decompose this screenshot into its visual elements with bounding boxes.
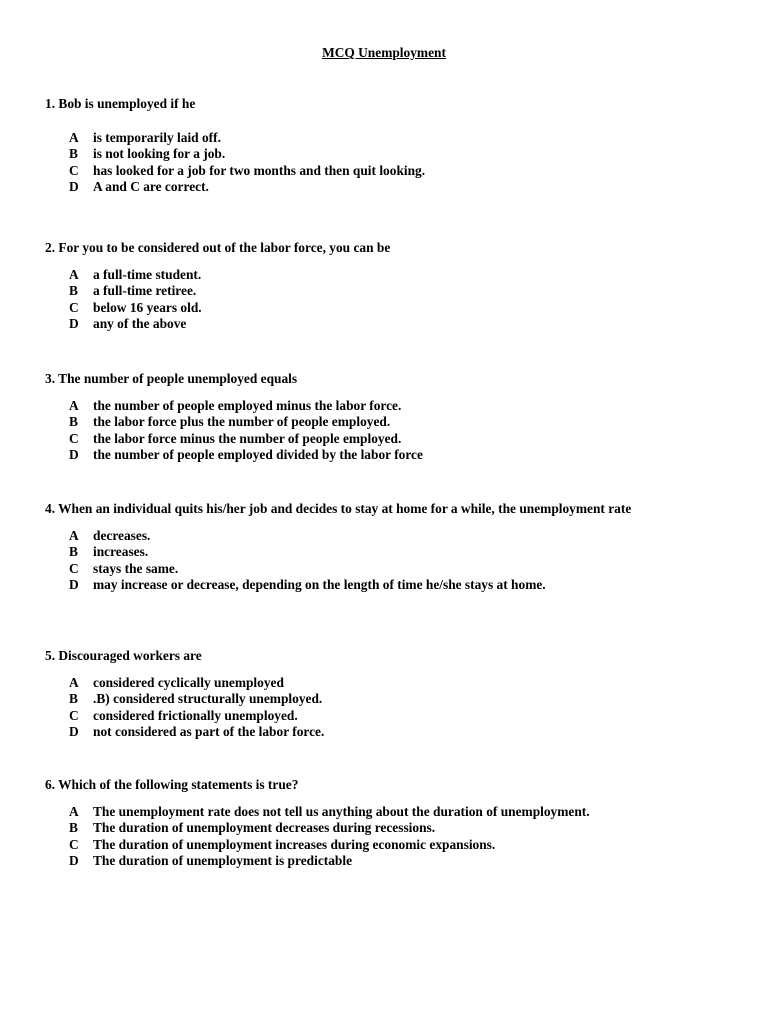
option-text: The unemployment rate does not tell us anything about the duration of unemployment. — [93, 803, 590, 819]
option-text: a full-time student. — [93, 266, 202, 282]
option-text: any of the above — [93, 316, 187, 332]
option-letter: B — [69, 691, 78, 707]
options-list — [45, 267, 715, 333]
option-text: is temporarily laid off. — [93, 129, 221, 145]
option-letter: C — [69, 162, 79, 178]
option-a — [45, 675, 715, 692]
option-letter: C — [69, 299, 79, 315]
option-text: The duration of unemployment increases during economic expansions. — [93, 836, 496, 852]
option-a — [45, 804, 715, 821]
question-stem: 2. For you to be considered out of the labor force, you can be — [45, 240, 391, 255]
option-d — [45, 179, 715, 196]
option-letter: B — [69, 544, 78, 560]
option-text: considered frictionally unemployed. — [93, 707, 298, 723]
option-letter: D — [69, 724, 79, 740]
option-a — [45, 528, 715, 545]
option-text: the number of people employed minus the labor force. — [93, 397, 402, 413]
option-letter: B — [69, 146, 78, 162]
question-stem: 1. Bob is unemployed if he — [45, 96, 196, 111]
options-list — [45, 804, 715, 870]
option-text: the labor force plus the number of people employed. — [93, 414, 391, 430]
option-text: decreases. — [93, 527, 151, 543]
option-text: the number of people employed divided by the labor force — [93, 447, 423, 463]
option-text: The duration of unemployment is predictable — [93, 853, 353, 869]
question-2 — [45, 240, 715, 333]
option-a — [45, 267, 715, 284]
option-letter: D — [69, 316, 79, 332]
question-4 — [45, 501, 715, 594]
option-letter: A — [69, 129, 79, 145]
option-b — [45, 691, 715, 708]
option-b — [45, 283, 715, 300]
option-text: increases. — [93, 544, 149, 560]
option-text: is not looking for a job. — [93, 146, 226, 162]
option-b — [45, 820, 715, 837]
option-d — [45, 577, 715, 594]
options-list — [45, 675, 715, 741]
option-letter: B — [69, 820, 78, 836]
option-text: may increase or decrease, depending on the length of time he/she stays at home. — [93, 577, 546, 593]
option-text: the labor force minus the number of people employed. — [93, 430, 402, 446]
option-letter: A — [69, 397, 79, 413]
option-text: below 16 years old. — [93, 299, 202, 315]
options-list — [45, 398, 715, 464]
question-1 — [45, 96, 715, 196]
option-letter: A — [69, 266, 79, 282]
question-stem: 4. When an individual quits his/her job and decides to stay at home for a while, the unemployment rate — [45, 501, 632, 516]
option-d — [45, 724, 715, 741]
option-letter: B — [69, 283, 78, 299]
option-c — [45, 837, 715, 854]
option-letter: A — [69, 674, 79, 690]
option-c — [45, 561, 715, 578]
option-letter: C — [69, 707, 79, 723]
option-text: stays the same. — [93, 560, 179, 576]
option-c — [45, 708, 715, 725]
option-c — [45, 300, 715, 317]
option-d — [45, 316, 715, 333]
option-letter: A — [69, 803, 79, 819]
question-stem: 5. Discouraged workers are — [45, 648, 202, 663]
question-5 — [45, 648, 715, 741]
option-b — [45, 414, 715, 431]
option-letter: C — [69, 836, 79, 852]
option-letter: D — [69, 853, 79, 869]
option-letter: D — [69, 447, 79, 463]
option-letter: C — [69, 430, 79, 446]
option-letter: D — [69, 179, 79, 195]
option-letter: A — [69, 527, 79, 543]
option-c — [45, 431, 715, 448]
question-stem: 3. The number of people unemployed equals — [45, 371, 298, 386]
option-text: a full-time retiree. — [93, 283, 197, 299]
option-text: .B) considered structurally unemployed. — [93, 691, 323, 707]
option-text: has looked for a job for two months and then quit looking. — [93, 162, 426, 178]
option-a — [45, 130, 715, 147]
option-text: not considered as part of the labor force. — [93, 724, 325, 740]
option-b — [45, 146, 715, 163]
question-6 — [45, 777, 715, 870]
page-title: MCQ Unemployment — [322, 45, 446, 60]
options-list — [45, 130, 715, 196]
option-letter: B — [69, 414, 78, 430]
option-a — [45, 398, 715, 415]
option-letter: C — [69, 560, 79, 576]
option-text: considered cyclically unemployed — [93, 674, 284, 690]
option-b — [45, 544, 715, 561]
question-3 — [45, 371, 715, 464]
option-c — [45, 163, 715, 180]
option-text: The duration of unemployment decreases during recessions. — [93, 820, 436, 836]
option-d — [45, 853, 715, 870]
question-stem: 6. Which of the following statements is true? — [45, 777, 299, 792]
option-d — [45, 447, 715, 464]
option-letter: D — [69, 577, 79, 593]
options-list — [45, 528, 715, 594]
option-text: A and C are correct. — [93, 179, 209, 195]
